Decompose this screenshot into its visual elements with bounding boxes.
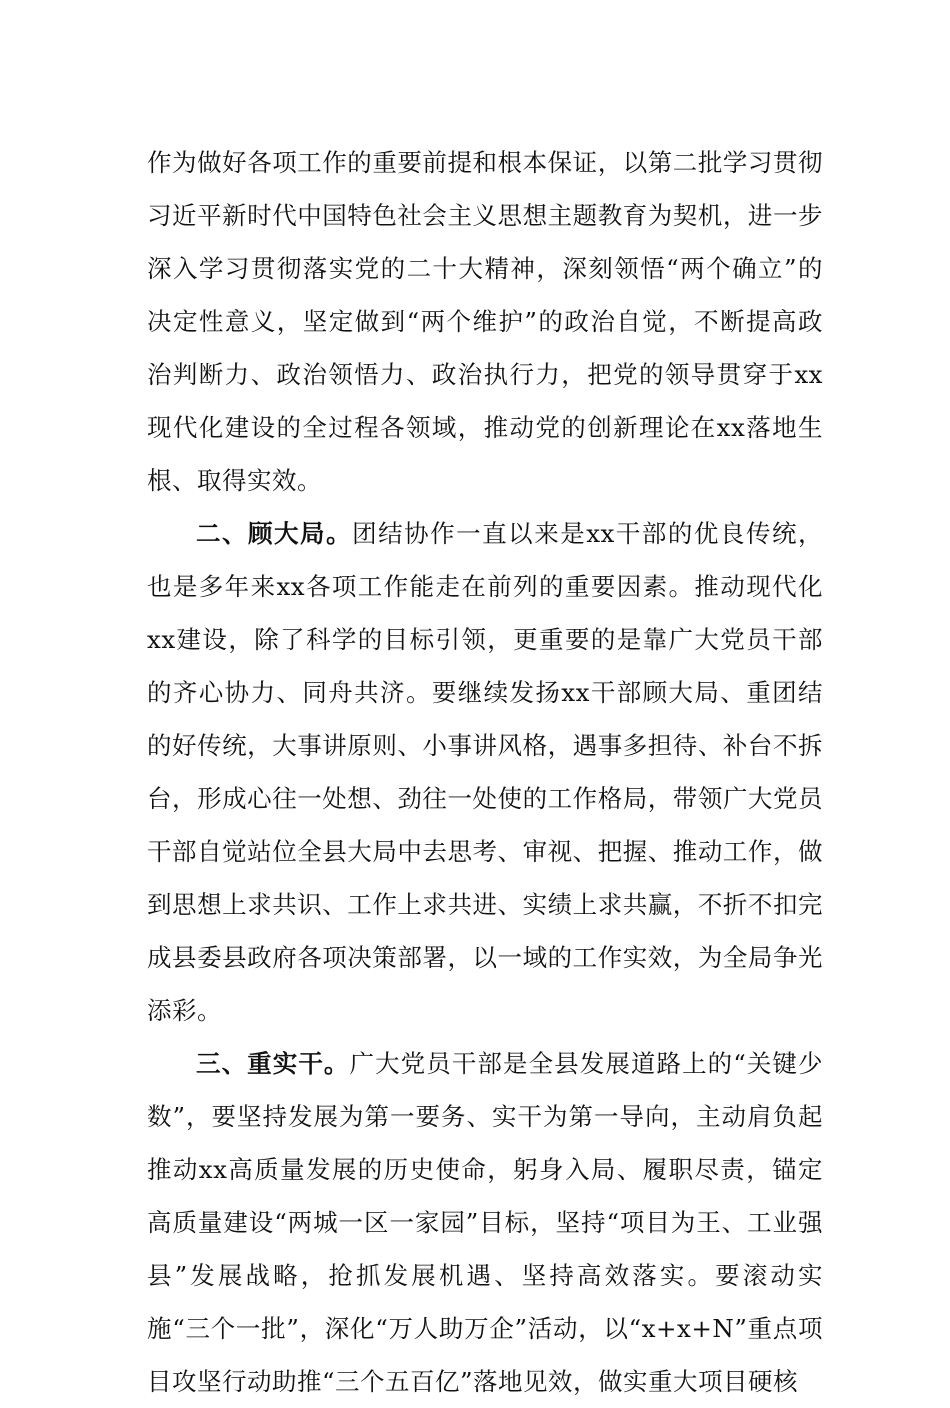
paragraph-body: 广大党员干部是全县发展道路上的“关键少数”，要坚持发展为第一要务、实干为第一导向，主动肩负起推动xx高质量发展的历史使命，躬身入局、履职尽责，锚定高质量建设“两城一区一家园”目标，坚持“项目为王、工业强县”发展战略，抢抓发展机遇、坚持高效落实。要滚动实施“三个一批”，深化“万人助万企”活动，以“x+x+N”重点项目攻坚行动助推“三个五百亿”落地见效，做实重大项目硬核 (147, 1049, 823, 1396)
paragraph-continuation (147, 136, 823, 507)
paragraph-body: 作为做好各项工作的重要前提和根本保证，以第二批学习贯彻习近平新时代中国特色社会主义思想主题教育为契机，进一步深入学习贯彻落实党的二十大精神，深刻领悟“两个确立”的决定性意义，坚定做到“两个维护”的政治自觉，不断提高政治判断力、政治领悟力、政治执行力，把党的领导贯穿于xx现代化建设的全过程各领域，推动党的创新理论在xx落地生根、取得实效。 (147, 148, 823, 495)
document-body (147, 136, 823, 1408)
paragraph-section-three (147, 1037, 823, 1408)
paragraph-body: 团结协作一直以来是xx干部的优良传统，也是多年来xx各项工作能走在前列的重要因素。推动现代化xx建设，除了科学的目标引领，更重要的是靠广大党员干部的齐心协力、同舟共济。要继续发扬xx干部顾大局、重团结的好传统，大事讲原则、小事讲风格，遇事多担待、补台不拆台，形成心往一处想、劲往一处使的工作格局，带领广大党员干部自觉站位全县大局中去思考、审视、把握、推动工作，做到思想上求共识、工作上求共进、实绩上求共赢，不折不扣完成县委县政府各项决策部署，以一域的工作实效，为全局争光添彩。 (147, 519, 823, 1025)
paragraph-section-two (147, 507, 823, 1037)
section-heading: 二、顾大局。 (196, 519, 353, 548)
section-heading: 三、重实干。 (196, 1049, 350, 1078)
